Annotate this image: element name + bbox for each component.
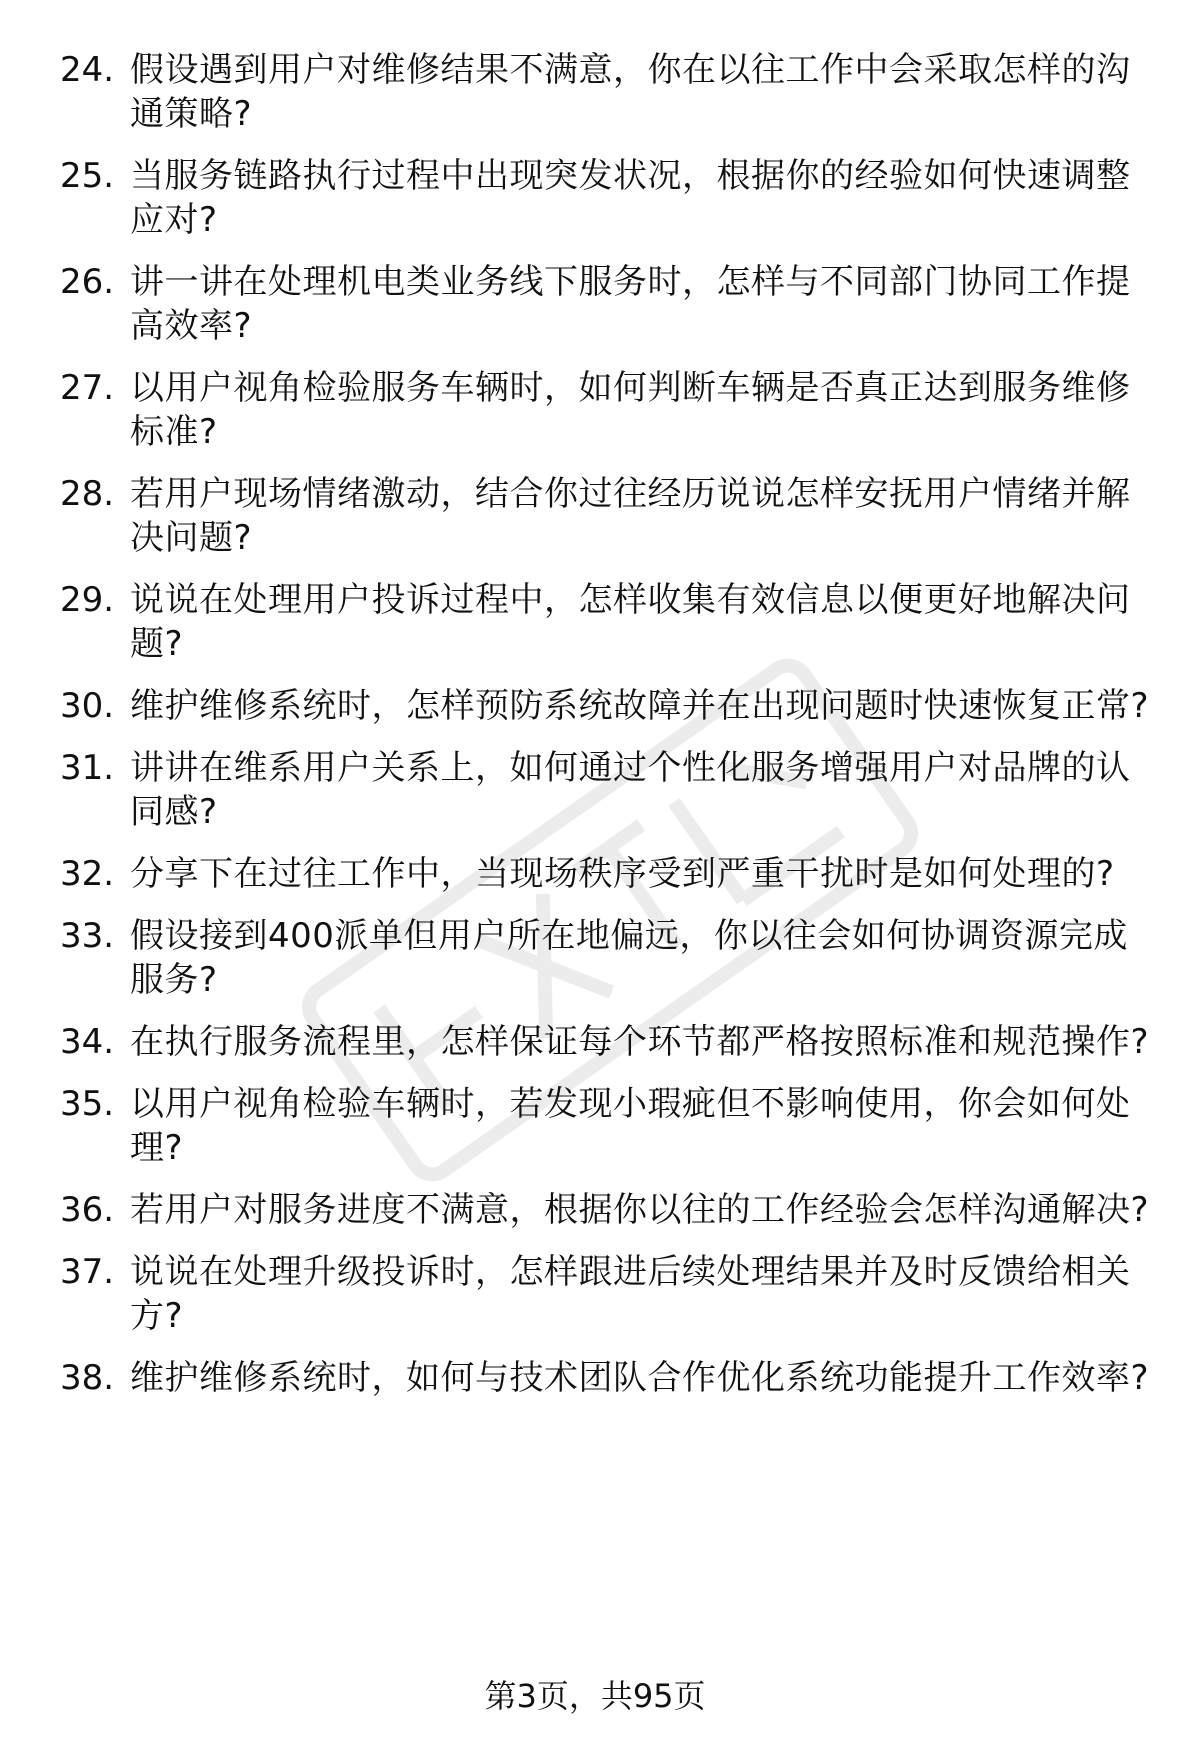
question-text: 说说在处理用户投诉过程中，怎样收集有效信息以便更好地解决问题? xyxy=(130,580,1131,664)
question-text: 若用户对服务进度不满意，根据你以往的工作经验会怎样沟通解决? xyxy=(130,1190,1150,1230)
list-item xyxy=(60,260,1160,348)
question-text: 讲讲在维系用户关系上，如何通过个性化服务增强用户对品牌的认同感? xyxy=(130,748,1131,832)
question-number: 37. xyxy=(60,1252,115,1292)
question-number: 34. xyxy=(60,1022,115,1062)
question-text: 若用户现场情绪激动，结合你过往经历说说怎样安抚用户情绪并解决问题? xyxy=(130,474,1131,558)
question-number: 24. xyxy=(60,50,115,90)
question-text: 当服务链路执行过程中出现突发状况，根据你的经验如何快速调整应对? xyxy=(130,156,1131,240)
list-item xyxy=(60,578,1160,666)
list-item xyxy=(60,154,1160,242)
question-number: 33. xyxy=(60,916,115,956)
question-number: 36. xyxy=(60,1190,115,1230)
question-number: 27. xyxy=(60,368,115,408)
question-number: 31. xyxy=(60,748,115,788)
question-number: 38. xyxy=(60,1358,115,1398)
list-item xyxy=(60,746,1160,834)
question-number: 25. xyxy=(60,156,115,196)
list-item xyxy=(60,1188,1160,1232)
question-text: 讲一讲在处理机电类业务线下服务时，怎样与不同部门协同工作提高效率? xyxy=(130,262,1131,346)
list-item xyxy=(60,472,1160,560)
question-number: 32. xyxy=(60,854,115,894)
question-text: 分享下在过往工作中，当现场秩序受到严重干扰时是如何处理的? xyxy=(130,854,1115,894)
question-number: 29. xyxy=(60,580,115,620)
question-text: 以用户视角检验车辆时，若发现小瑕疵但不影响使用，你会如何处理? xyxy=(130,1084,1131,1168)
question-text: 说说在处理升级投诉时，怎样跟进后续处理结果并及时反馈给相关方? xyxy=(130,1252,1131,1336)
list-item xyxy=(60,1020,1160,1064)
list-item xyxy=(60,852,1160,896)
question-text: 以用户视角检验服务车辆时，如何判断车辆是否真正达到服务维修标准? xyxy=(130,368,1131,452)
question-number: 30. xyxy=(60,686,115,726)
question-text: 在执行服务流程里，怎样保证每个环节都严格按照标准和规范操作? xyxy=(130,1022,1150,1062)
list-item xyxy=(60,684,1160,728)
list-item xyxy=(60,1356,1160,1400)
page-indicator: 第3页，共95页 xyxy=(484,1677,706,1715)
question-number: 35. xyxy=(60,1084,115,1124)
list-item xyxy=(60,48,1160,136)
question-text: 假设遇到用户对维修结果不满意，你在以往工作中会采取怎样的沟通策略? xyxy=(130,50,1131,134)
question-text: 假设接到400派单但用户所在地偏远，你以往会如何协调资源完成服务? xyxy=(130,916,1128,1000)
list-item xyxy=(60,366,1160,454)
question-number: 28. xyxy=(60,474,115,514)
question-number: 26. xyxy=(60,262,115,302)
list-item xyxy=(60,914,1160,1002)
list-item xyxy=(60,1250,1160,1338)
question-text: 维护维修系统时，如何与技术团队合作优化系统功能提升工作效率? xyxy=(130,1358,1150,1398)
list-item xyxy=(60,1082,1160,1170)
question-list xyxy=(60,48,1160,1418)
question-text: 维护维修系统时，怎样预防系统故障并在出现问题时快速恢复正常? xyxy=(130,686,1150,726)
